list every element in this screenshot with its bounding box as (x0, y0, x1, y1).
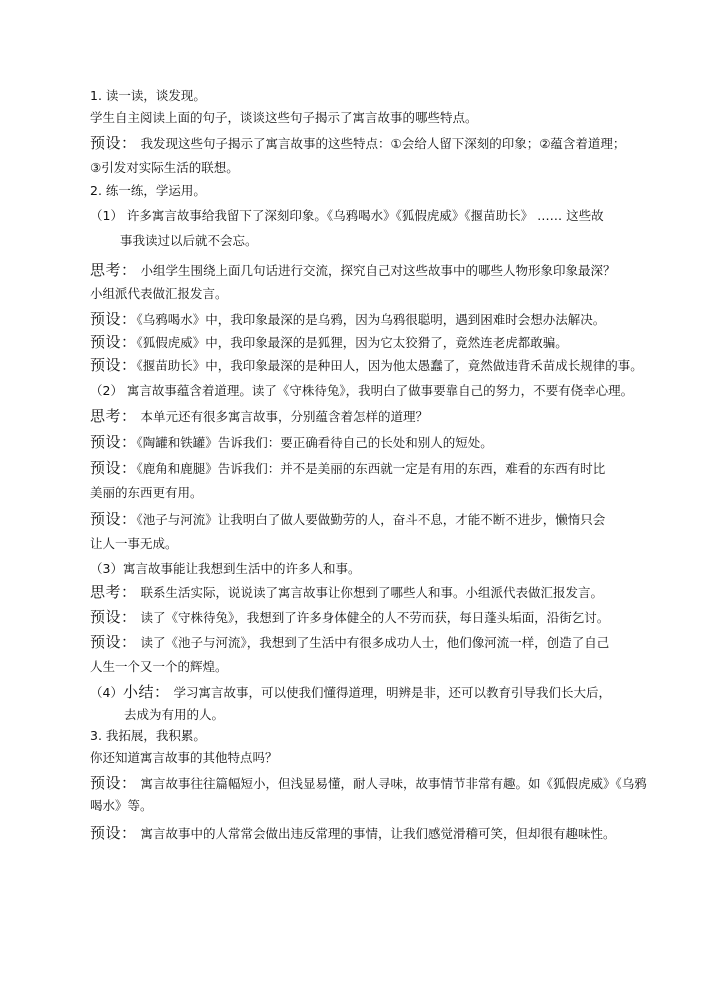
text-line: 喝水》等。 (90, 798, 153, 813)
preset-label: 预设： (90, 459, 137, 477)
preset-line: 预设： 读了《池子与河流》，我想到了生活中有很多成功人士，他们像河流一样，创造了自己 (90, 633, 610, 651)
text-line: 去成为有用的人。 (124, 707, 225, 722)
text-line: 你还知道寓言故事的其他特点吗？ (90, 750, 278, 765)
thinking-label: 思考： (90, 583, 137, 601)
preset-label: 预设： (90, 774, 137, 792)
preset-line: 预设：《陶罐和铁罐》告诉我们：要正确看待自己的长处和别人的短处。 (90, 433, 493, 451)
preset-line: 预设： 读了《守株待兔》，我想到了许多身体健全的人不劳而获，每日蓬头垢面，沿街乞讨。 (90, 608, 610, 626)
preset-label: 预设： (90, 633, 137, 651)
thinking-line: 思考： 联系生活实际，说说读了寓言故事让你想到了哪些人和事。小组派代表做汇报发言。 (90, 583, 604, 601)
section-heading: 2. 练一练，学运用。 (90, 183, 206, 198)
section-heading: 3. 我拓展，我积累。 (90, 728, 206, 743)
summary-label: 小结： (122, 683, 170, 701)
text-line: ③引发对实际生活的联想。 (90, 160, 239, 175)
thinking-line: 思考： 本单元还有很多寓言故事，分别蕴含着怎样的道理？ (90, 407, 429, 425)
preset-label: 预设： (90, 134, 137, 152)
preset-line: 预设：《池子与河流》让我明白了做人要做勤劳的人，奋斗不息，才能不断不进步，懒惰只会 (90, 510, 606, 528)
text-line: 人生一个又一个的辉煌。 (90, 659, 228, 674)
preset-label: 预设： (90, 433, 137, 451)
preset-label: 预设： (90, 824, 137, 842)
text-line: （2） 寓言故事蕴含着道理。读了《守株待兔》，我明白了做事要靠自己的努力，不要有侥幸心理。 (90, 383, 634, 398)
preset-label: 预设： (90, 608, 137, 626)
summary-line: （4）小结： 学习寓言故事，可以使我们懂得道理，明辨是非，还可以教育引导我们长大后， (90, 683, 611, 701)
preset-label: 预设： (90, 310, 137, 328)
preset-label: 预设： (90, 510, 137, 528)
text-line: 学生自主阅读上面的句子，谈谈这些句子揭示了寓言故事的哪些特点。 (90, 110, 478, 125)
thinking-line: 思考： 小组学生围绕上面几句话进行交流，探究自己对这些故事中的哪些人物形象印象最深？ (90, 261, 616, 279)
preset-line: 预设：《揠苗助长》中，我印象最深的是种田人，因为他太愚蠢了，竟然做违背禾苗成长规律的事。 (90, 356, 643, 374)
preset-line: 预设： 我发现这些句子揭示了寓言故事的这些特点：①会给人留下深刻的印象；②蕴含着道理； (90, 134, 626, 152)
thinking-label: 思考： (90, 261, 137, 279)
text-line: 事我读过以后就不会忘。 (120, 233, 258, 248)
preset-label: 预设： (90, 356, 137, 374)
preset-label: 预设： (90, 333, 137, 351)
preset-line: 预设：《狐假虎威》中，我印象最深的是狐狸，因为它太狡猾了，竟然连老虎都敢骗。 (90, 333, 568, 351)
preset-line: 预设： 寓言故事往往篇幅短小，但浅显易懂，耐人寻味，故事情节非常有趣。如《狐假虎威》《乌鸦 (90, 774, 647, 792)
text-line: 让人一事无成。 (90, 536, 178, 551)
text-line: （1） 许多寓言故事给我留下了深刻印象。《乌鸦喝水》《狐假虎威》《揠苗助长》 …… 这些故 (90, 208, 604, 223)
preset-line: 预设：《乌鸦喝水》中，我印象最深的是乌鸦，因为乌鸦很聪明，遇到困难时会想办法解决。 (90, 310, 606, 328)
text-line: 小组派代表做汇报发言。 (90, 286, 228, 301)
thinking-label: 思考： (90, 407, 137, 425)
text-line: 美丽的东西更有用。 (90, 485, 203, 500)
section-heading: 1. 读一读，谈发现。 (90, 88, 206, 103)
preset-line: 预设：《鹿角和鹿腿》告诉我们：并不是美丽的东西就一定是有用的东西，难看的东西有时比 (90, 459, 606, 477)
text-line: （3）寓言故事能让我想到生活中的许多人和事。 (90, 561, 361, 576)
preset-line: 预设： 寓言故事中的人常常会做出违反常理的事情，让我们感觉滑稽可笑，但却很有趣味性。 (90, 824, 616, 842)
